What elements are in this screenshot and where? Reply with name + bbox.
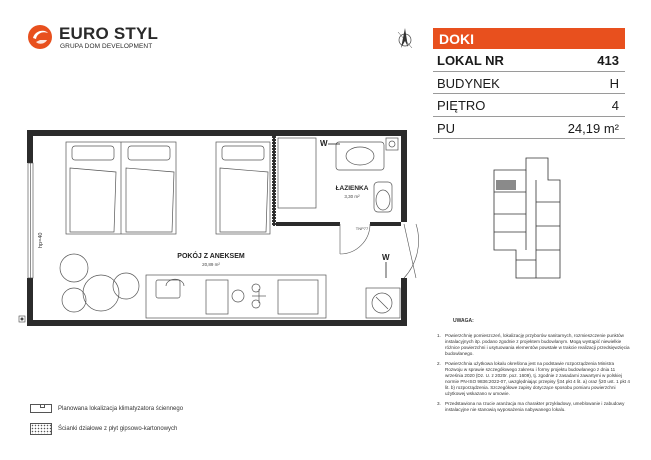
exterior-walls <box>27 130 407 326</box>
drywall-hatch-symbol-icon <box>30 423 52 435</box>
legend-text: Planowana lokalizacja klimatyzatora ściennego <box>58 405 184 412</box>
info-row-floor <box>433 94 625 117</box>
marker-w: W <box>382 253 390 262</box>
selected-unit-marker <box>496 180 516 190</box>
legend-item-drywall <box>30 423 177 435</box>
room-area-living: 20,89 m² <box>202 262 220 267</box>
room-area-bathroom: 3,30 m² <box>344 194 360 199</box>
info-value: 4 <box>611 98 619 113</box>
north-compass-icon <box>394 26 416 52</box>
legend-text: Ścianki działowe z płyt gipsowo-kartonowych <box>58 426 178 432</box>
kitchen-counter <box>146 275 326 318</box>
window-left <box>28 163 33 278</box>
note-number: 3. <box>437 400 441 406</box>
euro-styl-logo-icon <box>27 24 53 50</box>
note-item <box>437 361 632 398</box>
info-value: 413 <box>597 53 619 68</box>
bed-double <box>66 142 176 234</box>
hallway-fixture <box>366 288 400 318</box>
note-item <box>437 401 632 413</box>
room-name-bathroom: ŁAZIENKA <box>335 185 369 192</box>
note-text: Powierzchnia użytkowa lokalu określona jest na podstawie rozporządzenia Ministra Rozwoju w sprawie szczegółowego zakresu i formy projektu budowlanego z dnia 11 września 2020 (Dz. U. z 2020r. poz. 1609), tj. zgodnie z zasadami zawartymi w polskiej normie PN-ISO 9836:2022-07, uwzględniając przepisy §34 pkt 4 lit. a) oraz §20 ust. 1 pkt 4 lit. b) rozporządzenia. Szczegółowe zapisy dotyczące sposobu pomiaru powierzchni użytkowej wskazano w umowie. <box>445 360 630 397</box>
brand-name: EURO STYL <box>59 24 159 43</box>
entrance-door <box>404 224 419 278</box>
info-label: LOKAL NR <box>437 53 504 68</box>
info-label: PIĘTRO <box>437 98 486 113</box>
apartment-info-panel <box>433 28 625 139</box>
info-value: H <box>609 75 619 91</box>
info-row-unit <box>433 49 625 72</box>
door-label: TNP77 <box>355 226 369 231</box>
note-text: Powierzchnię pomieszczeń, lokalizację przyborów sanitarnych, rozmieszczenie punktów instalacyjnych itp. podano zgodnie z projektem budowlanym. Mogą wystąpić niewielkie różnice powierzchni i usytuowania elementów powstałe w trakcie realizacji przedsięwzięcia budowlanego. <box>445 332 630 357</box>
note-item <box>437 333 632 358</box>
window-height-label: hp=40 <box>38 232 44 248</box>
legend-item-ac <box>30 404 183 413</box>
bathroom-walls <box>272 136 401 226</box>
floor-plan <box>16 128 421 328</box>
marker-w: W <box>320 139 328 148</box>
info-label: PU <box>437 120 456 136</box>
dining-set <box>60 254 139 312</box>
building-key-plan <box>486 150 566 290</box>
notes-title: UWAGA: <box>453 318 474 324</box>
brand-subtitle: GRUPA DOM DEVELOPMENT <box>60 43 153 50</box>
bed-single <box>216 142 270 234</box>
info-label: BUDYNEK <box>437 75 500 91</box>
air-conditioner-symbol-icon <box>30 404 52 413</box>
notes-section <box>437 318 632 416</box>
note-text: Przedstawiona na rzucie aranżacja ma charakter przykładowy, umeblowanie i zabudowy instalacyjne nie stanowią wyposażenia nabywanego lokalu. <box>445 400 625 412</box>
project-name: DOKI <box>433 28 625 49</box>
bathroom-fixtures <box>278 138 398 212</box>
info-row-building <box>433 72 625 95</box>
info-row-area <box>433 117 625 140</box>
note-number: 2. <box>437 360 441 366</box>
room-name-living: POKÓJ Z ANEKSEM <box>177 253 245 260</box>
brand-logo <box>27 24 177 54</box>
note-number: 1. <box>437 332 441 338</box>
info-value: 24,19 m² <box>567 120 619 136</box>
